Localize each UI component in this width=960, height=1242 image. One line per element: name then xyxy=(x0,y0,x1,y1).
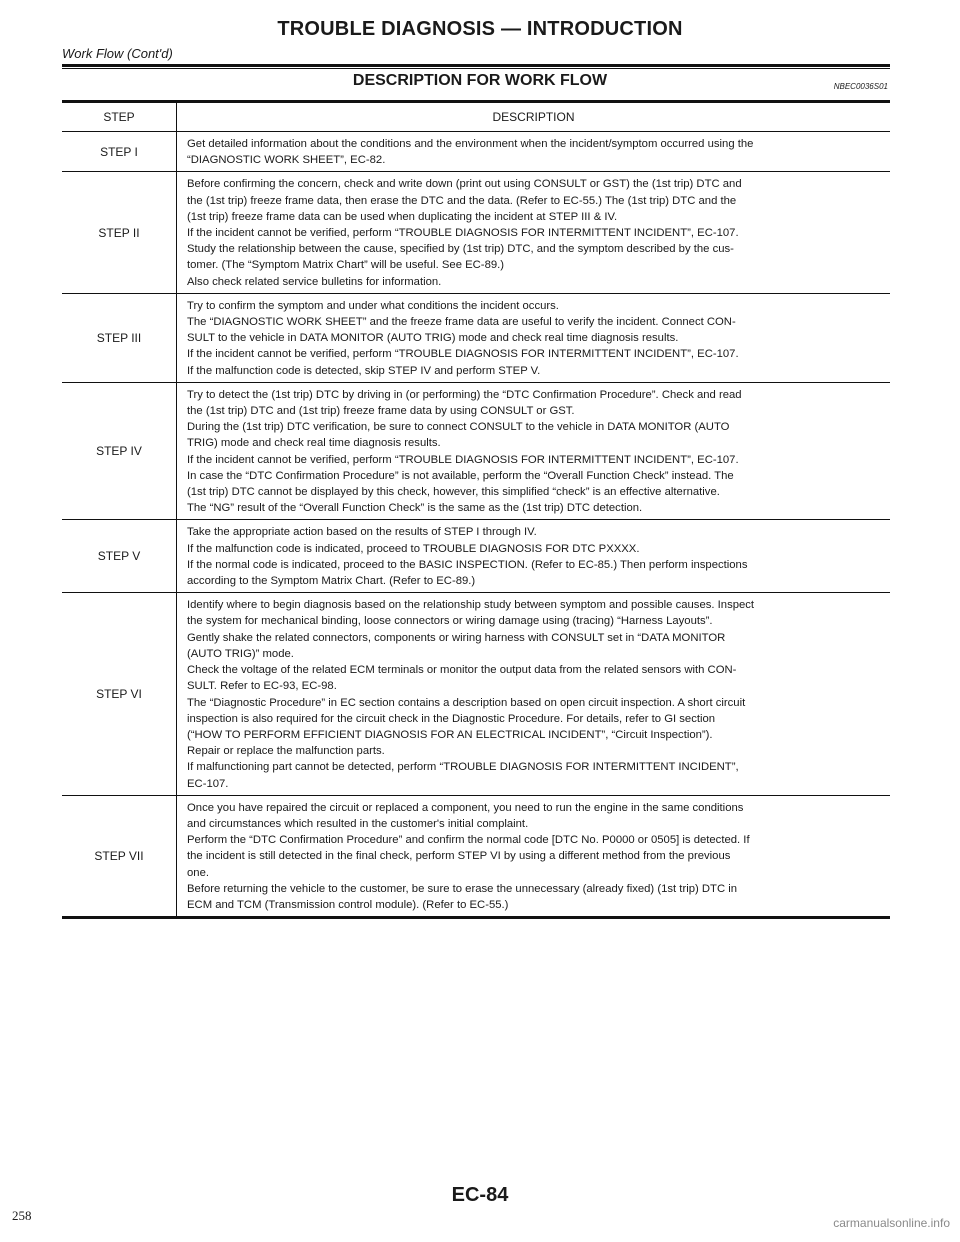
step-description xyxy=(177,132,891,172)
column-header-step: STEP xyxy=(62,102,177,132)
description-line: (1st trip) DTC cannot be displayed by this check, however, this simplified “check” is an effective alternative. xyxy=(187,486,720,499)
step-label: STEP III xyxy=(62,293,177,382)
table-row xyxy=(62,293,890,382)
step-description xyxy=(177,593,891,795)
step-label: STEP VII xyxy=(62,795,177,917)
description-line: “DIAGNOSTIC WORK SHEET”, EC-82. xyxy=(187,154,386,167)
step-label: STEP VI xyxy=(62,593,177,795)
description-line: (AUTO TRIG)” mode. xyxy=(187,647,294,660)
description-line: one. xyxy=(187,866,209,879)
table-row xyxy=(62,593,890,795)
description-line: Identify where to begin diagnosis based on the relationship study between symptom and possible causes. Inspect xyxy=(187,599,755,612)
description-line: the incident is still detected in the final check, perform STEP VI by using a different method from the previous xyxy=(187,850,731,863)
description-line: according to the Symptom Matrix Chart. (Refer to EC-89.) xyxy=(187,575,476,588)
description-line: Also check related service bulletins for information. xyxy=(187,275,442,288)
description-line: EC-107. xyxy=(187,777,229,790)
description-line: Try to confirm the symptom and under what conditions the incident occurs. xyxy=(187,299,559,312)
description-line: The “Diagnostic Procedure” in EC section contains a description based on open circuit inspection. A short circuit xyxy=(187,696,746,709)
description-line: Repair or replace the malfunction parts. xyxy=(187,745,385,758)
description-line: TRIG) mode and check real time diagnosis results. xyxy=(187,437,441,450)
description-line: If the incident cannot be verified, perform “TROUBLE DIAGNOSIS FOR INTERMITTENT INCIDENT”, EC-107. xyxy=(187,227,739,240)
description-line: Perform the “DTC Confirmation Procedure” and confirm the normal code [DTC No. P0000 or 0505] is detected. If xyxy=(187,834,750,847)
description-line: If the incident cannot be verified, perform “TROUBLE DIAGNOSIS FOR INTERMITTENT INCIDENT”, EC-107. xyxy=(187,348,739,361)
header-rule xyxy=(62,64,890,67)
description-line: tomer. (The “Symptom Matrix Chart” will be useful. See EC-89.) xyxy=(187,259,505,272)
step-label: STEP IV xyxy=(62,382,177,520)
table-row xyxy=(62,382,890,520)
page-title: TROUBLE DIAGNOSIS — INTRODUCTION xyxy=(277,18,683,40)
description-line: Check the voltage of the related ECM terminals or monitor the output data from the related sensors with CON- xyxy=(187,664,737,677)
step-description xyxy=(177,520,891,593)
description-line: The “NG” result of the “Overall Function Check” is the same as the (1st trip) DTC detection. xyxy=(187,502,643,515)
description-line: Study the relationship between the cause, specified by (1st trip) DTC, and the symptom described by the cus- xyxy=(187,243,734,256)
description-line: Get detailed information about the conditions and the environment when the incident/symptom occurred using the xyxy=(187,138,754,150)
step-label: STEP V xyxy=(62,520,177,593)
table-header-row xyxy=(62,102,890,132)
description-line: If malfunctioning part cannot be detected, perform “TROUBLE DIAGNOSIS FOR INTERMITTENT INCIDENT”, xyxy=(187,761,739,774)
description-line: Try to detect the (1st trip) DTC by driving in (or performing) the “DTC Confirmation Procedure”. Check and read xyxy=(187,388,742,401)
table-row xyxy=(62,132,890,172)
step-label: STEP II xyxy=(62,172,177,293)
description-line: and circumstances which resulted in the customer's initial complaint. xyxy=(187,817,529,830)
work-flow-table xyxy=(62,100,890,919)
step-description xyxy=(177,795,891,917)
table-row xyxy=(62,795,890,917)
header-rule-thin xyxy=(62,68,890,69)
description-line: ECM and TCM (Transmission control module). (Refer to EC-55.) xyxy=(187,898,509,911)
description-line: Before returning the vehicle to the customer, be sure to erase the unnecessary (already fixed) (1st trip) DTC in xyxy=(187,882,738,895)
description-line: In case the “DTC Confirmation Procedure” is not available, perform the “Overall Function Check” instead. The xyxy=(187,469,734,482)
description-line: the (1st trip) freeze frame data, then erase the DTC and the data. (Refer to EC-55.) The (1st trip) DTC and the xyxy=(187,194,737,207)
description-line: Once you have repaired the circuit or replaced a component, you need to run the engine in the same conditions xyxy=(187,801,744,814)
section-code: NBEC0036S01 xyxy=(833,82,888,91)
section-title: DESCRIPTION FOR WORK FLOW xyxy=(352,72,608,89)
description-line: If the malfunction code is indicated, proceed to TROUBLE DIAGNOSIS FOR DTC PXXXX. xyxy=(187,542,640,555)
step-description xyxy=(177,382,891,520)
description-line: the system for mechanical binding, loose connectors or wiring damage using (tracing) “Harness Layouts”. xyxy=(187,615,713,628)
description-line: SULT to the vehicle in DATA MONITOR (AUTO TRIG) mode and check real time diagnosis results. xyxy=(187,332,679,345)
description-line: During the (1st trip) DTC verification, be sure to connect CONSULT to the vehicle in DATA MONITOR (AUTO xyxy=(187,421,730,434)
description-line: SULT. Refer to EC-93, EC-98. xyxy=(187,680,337,693)
page-code: EC-84 xyxy=(451,1184,509,1206)
page-number: 258 xyxy=(12,1208,32,1223)
description-line: If the incident cannot be verified, perform “TROUBLE DIAGNOSIS FOR INTERMITTENT INCIDENT”, EC-107. xyxy=(187,453,739,466)
description-line: Take the appropriate action based on the results of STEP I through IV. xyxy=(187,526,537,539)
description-line: If the malfunction code is detected, skip STEP IV and perform STEP V. xyxy=(187,364,541,377)
description-line: (“HOW TO PERFORM EFFICIENT DIAGNOSIS FOR AN ELECTRICAL INCIDENT”, “Circuit Inspection”). xyxy=(187,728,713,741)
table-body xyxy=(62,132,890,918)
watermark: carmanualsonline.info xyxy=(833,1216,950,1230)
description-line: Gently shake the related connectors, components or wiring harness with CONSULT set in “DATA MONITOR xyxy=(187,631,726,644)
step-label: STEP I xyxy=(62,132,177,172)
page-subtitle: Work Flow (Cont'd) xyxy=(62,46,173,61)
description-line: the (1st trip) DTC and (1st trip) freeze frame data by using CONSULT or GST. xyxy=(187,405,575,418)
description-line: inspection is also required for the circuit check in the Diagnostic Procedure. For details, refer to GI section xyxy=(187,712,716,725)
table-row xyxy=(62,520,890,593)
column-header-description: DESCRIPTION xyxy=(177,102,891,132)
description-line: Before confirming the concern, check and write down (print out using CONSULT or GST) the (1st trip) DTC and xyxy=(187,178,742,191)
description-line: The “DIAGNOSTIC WORK SHEET” and the freeze frame data are useful to verify the incident. Connect CON- xyxy=(187,316,736,329)
description-line: (1st trip) freeze frame data can be used when duplicating the incident at STEP III & IV. xyxy=(187,210,618,223)
step-description xyxy=(177,172,891,293)
table-row xyxy=(62,172,890,293)
description-line: If the normal code is indicated, proceed to the BASIC INSPECTION. (Refer to EC-85.) Then perform inspections xyxy=(187,558,748,571)
step-description xyxy=(177,293,891,382)
